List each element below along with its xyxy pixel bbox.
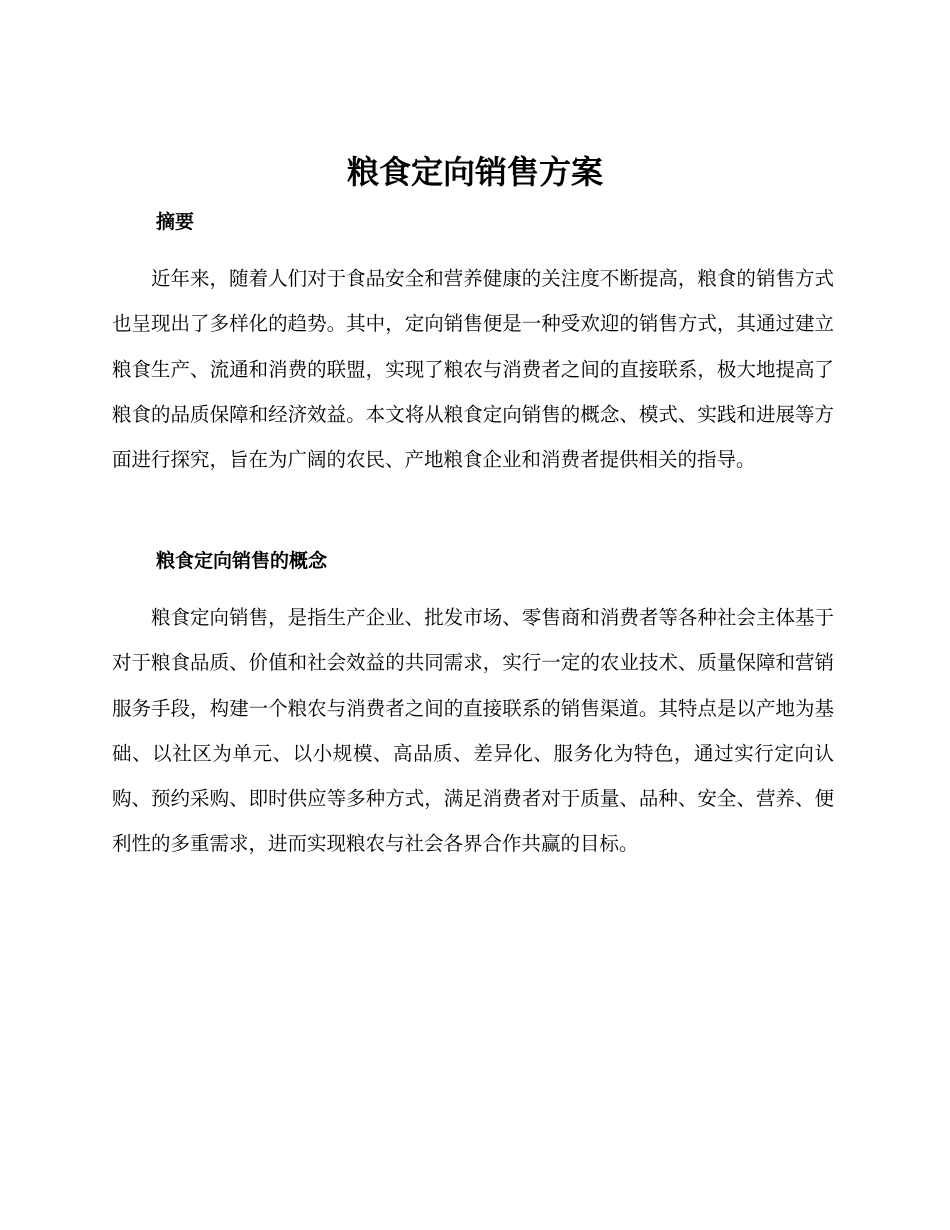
section-heading-concept: 粮食定向销售的概念 — [156, 550, 328, 572]
section-heading-abstract: 摘要 — [156, 211, 195, 233]
paragraph-abstract: 近年来，随着人们对于食品安全和营养健康的关注度不断提高，粮食的销售方式也呈现出了多样化的趋势。其中，定向销售便是一种受欢迎的销售方式，其通过建立粮食生产、流通和消费的联盟，实现了粮农与消费者之间的直接联系，极大地提高了粮食的品质保障和经济效益。本文将从粮食定向销售的概念、模式、实践和进展等方面进行探究，旨在为广阔的农民、产地粮食企业和消费者提供相关的指导。 — [112, 267, 834, 472]
paragraph-concept: 粮食定向销售，是指生产企业、批发市场、零售商和消费者等各种社会主体基于对于粮食品质、价值和社会效益的共同需求，实行一定的农业技术、质量保障和营销服务手段，构建一个粮农与消费者之间的直接联系的销售渠道。其特点是以产地为基础、以社区为单元、以小规模、高品质、差异化、服务化为特色，通过实行定向认购、预约采购、即时供应等多种方式，满足消费者对于质量、品种、安全、营养、便利性的多重需求，进而实现粮农与社会各界合作共赢的目标。 — [112, 606, 834, 856]
document-title: 粮食定向销售方案 — [346, 153, 603, 191]
